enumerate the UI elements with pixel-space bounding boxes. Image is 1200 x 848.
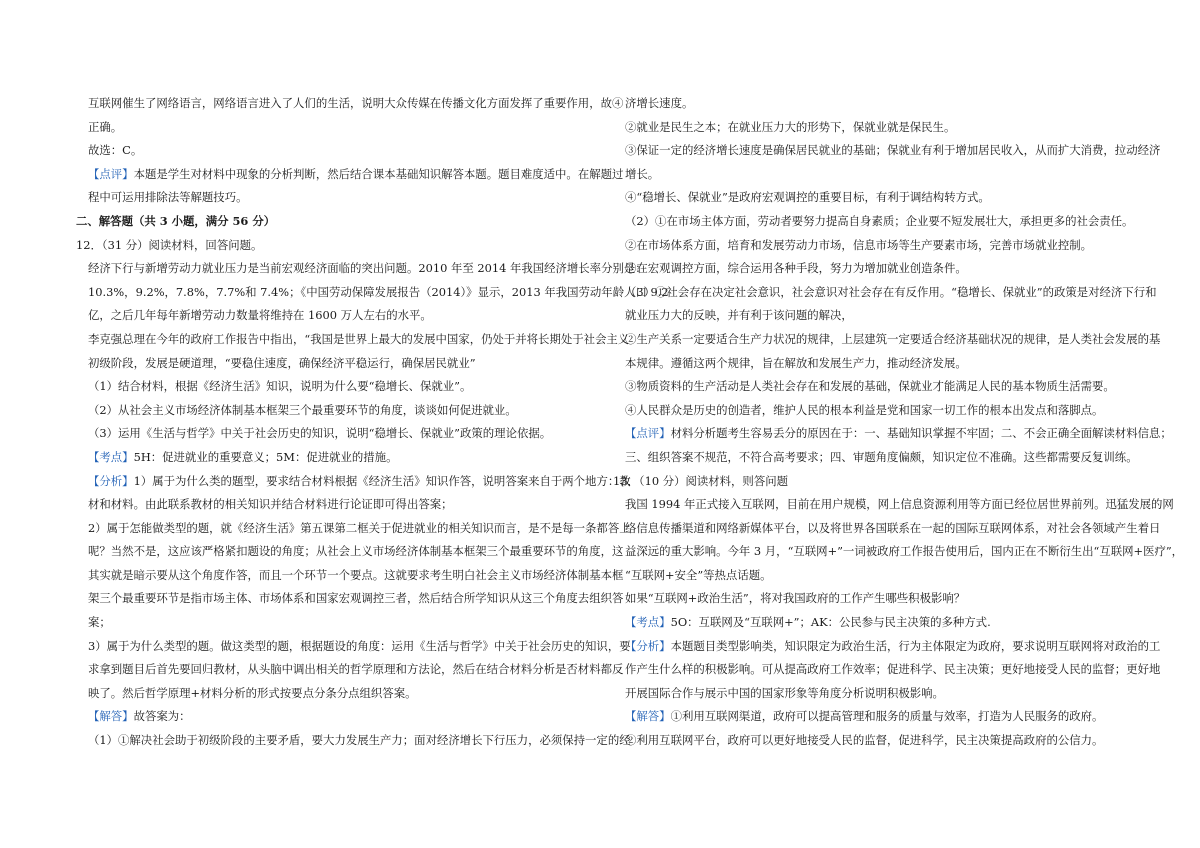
- text-line: [625, 257, 1150, 281]
- text-line: [88, 304, 613, 328]
- line-text: ③保证一定的经济增长速度是确保居民就业的基础；保就业有利于增加居民收入，从而扩大消费，拉动经济: [625, 143, 1161, 158]
- line-text: 二、解答题（共 3 小题，满分 56 分）: [76, 213, 276, 228]
- line-text: 12．（31 分）阅读材料，回答问题。: [76, 237, 263, 252]
- line-text: 作产生什么样的积极影响。可从提高政府工作效率；促进科学、民主决策；更好地接受人民的监督；更好地: [625, 662, 1161, 677]
- text-line: [625, 116, 1150, 140]
- line-text: 1）属于为什么类的题型，要求结合材料根据《经济生活》知识作答，说明答案来自于两个地方：教: [133, 473, 631, 488]
- text-line: [76, 234, 613, 258]
- text-line: [88, 281, 669, 305]
- text-line: [625, 493, 1174, 517]
- section-tag: 【解答】: [88, 709, 134, 724]
- text-line: [625, 682, 1150, 706]
- text-line: [625, 281, 1157, 305]
- text-line: [625, 304, 1150, 328]
- line-text: ②生产关系一定要适合生产力状况的规律，上层建筑一定要适合经济基础状况的规律，是人类社会发展的基: [625, 331, 1161, 346]
- line-text: （2）①在市场主体方面，劳动者要努力提高自身素质；企业要不短发展壮大，承担更多的社会责任。: [625, 213, 1134, 228]
- line-text: ③在宏观调控方面，综合运用各种手段，努力为增加就业创造条件。: [625, 261, 967, 276]
- text-line: [88, 422, 613, 446]
- line-text: ③物质资料的生产活动是人类社会存在和发展的基础，保就业才能满足人民的基本物质生活需要。: [625, 379, 1115, 394]
- section-tag: 【分析】: [625, 638, 671, 653]
- text-line: [88, 92, 624, 116]
- text-line: [625, 399, 1150, 423]
- section-tag: 【点评】: [88, 166, 134, 181]
- text-line: [88, 375, 613, 399]
- text-line: [625, 163, 1150, 187]
- line-text: 增长。: [625, 166, 660, 181]
- line-text: 三、组织答案不规范，不符合高考要求；四、审题角度偏颇，知识定位不准确。这些都需要反复训练。: [625, 449, 1138, 464]
- text-line: [88, 139, 613, 163]
- line-text: 就业压力大的反映，并有利于该问题的解决，: [625, 308, 853, 323]
- line-text: 程中可运用排除法等解题技巧。: [88, 190, 248, 205]
- line-text: 互联网催生了网络语言，网络语言进入了人们的生活，说明大众传媒在传播文化方面发挥了重要作用，故④: [88, 96, 624, 110]
- text-line: [88, 682, 613, 706]
- text-line: [88, 635, 631, 659]
- line-text: 李克强总理在今年的政府工作报告中指出，“我国是世界上最大的发展中国家，仍处于并将长期处于社会主义: [88, 331, 630, 346]
- text-line: [625, 139, 1161, 163]
- section-tag: 【分析】: [88, 473, 134, 488]
- text-line: [88, 540, 624, 564]
- line-text: 5O：互联网及“互联网+”；AK：公民参与民主决策的多种方式.: [670, 615, 991, 630]
- line-text: 3）属于为什么类型的题。做这类型的题，根据题设的角度：运用《生活与哲学》中关于社会历史的知识，要: [88, 638, 631, 653]
- line-text: ②就业是民生之本；在就业压力大的形势下，保就业就是保民生。: [625, 119, 956, 134]
- text-line: [625, 635, 1161, 659]
- line-text: ②在市场体系方面，培育和发展劳动力市场，信息市场等生产要素市场，完善市场就业控制。: [625, 237, 1093, 252]
- text-line: [625, 611, 1150, 635]
- line-text: 如果“互联网+政治生活”，将对我国政府的工作产生哪些积极影响？: [625, 591, 966, 606]
- line-text: （3）①社会存在决定社会意识，社会意识对社会存在有反作用。“稳增长、保就业”的政策是对经济下行和: [625, 284, 1157, 299]
- text-line: [88, 328, 630, 352]
- line-text: （1）①解决社会助于初级阶段的主要矛盾，要大力发展生产力；面对经济增长下行压力，必须保持一定的经: [88, 733, 631, 748]
- text-line: [625, 517, 1161, 541]
- text-line: [625, 328, 1161, 352]
- line-text: 开展国际合作与展示中国的国家形象等角度分析说明积极影响。: [625, 685, 944, 700]
- line-text: 故答案为：: [133, 709, 191, 724]
- text-line: [88, 186, 613, 210]
- line-text: 材料分析题考生容易丢分的原因在于：一、基础知识掌握不牢固；二、不会正确全面解读材料信息；: [670, 426, 1172, 441]
- text-line: [625, 375, 1150, 399]
- line-text: 济增长速度。: [625, 96, 694, 110]
- text-line: [88, 446, 613, 470]
- text-line: [88, 611, 613, 635]
- line-text: 10.3%，9.2%，7.8%，7.7%和 7.4%；《中国劳动保障发展报告（2014）》显示，2013 年我国劳动年龄人口 9.2: [88, 284, 669, 299]
- line-text: 络信息传播渠道和网络新媒体平台，以及将世界各国联系在一起的国际互联网体系，对社会各领域产生着日: [625, 520, 1161, 535]
- text-line: [88, 658, 624, 682]
- text-line: [625, 540, 1184, 564]
- text-line: [88, 564, 624, 588]
- section-tag: 【考点】: [625, 615, 671, 630]
- section-tag: 【考点】: [88, 449, 134, 464]
- text-line: [88, 729, 631, 753]
- line-text: “互联网+安全”等热点话题。: [625, 567, 772, 582]
- text-line: [88, 163, 624, 187]
- line-text: （3）运用《生活与哲学》中关于社会历史的知识，说明“稳增长、保就业”政策的理论依据。: [88, 426, 552, 441]
- text-line: [88, 116, 613, 140]
- text-line: [625, 352, 1150, 376]
- line-text: 材和材料。由此联系教材的相关知识并结合材料进行论证即可得出答案；: [88, 497, 453, 512]
- text-line: [625, 422, 1172, 446]
- line-text: 其实就是暗示要从这个角度作答，而且一个环节一个要点。这就要求考生明白社会主义市场经济体制基本框: [88, 567, 624, 582]
- text-line: [625, 658, 1161, 682]
- text-line: [88, 257, 647, 281]
- line-text: 我国 1994 年正式接入互联网，目前在用户规模，网上信息资源利用等方面已经位居世界前列。迅猛发展的网: [625, 497, 1174, 512]
- section-tag: 【点评】: [625, 426, 671, 441]
- text-line: [88, 705, 613, 729]
- text-line: [613, 470, 1150, 494]
- line-text: 正确。: [88, 119, 123, 134]
- line-text: 案；: [88, 615, 111, 630]
- line-text: 经济下行与新增劳动力就业压力是当前宏观经济面临的突出问题。2010 年至 2014 年我国经济增长率分别是：: [88, 261, 647, 276]
- text-line: [625, 705, 1150, 729]
- text-line: [625, 234, 1150, 258]
- text-line: [88, 352, 613, 376]
- line-text: 5H：促进就业的重要意义；5M：促进就业的措施。: [133, 449, 398, 464]
- line-text: ④人民群众是历史的创造者，维护人民的根本利益是党和国家一切工作的根本出发点和落脚点。: [625, 402, 1104, 417]
- line-text: 本题是学生对材料中现象的分析判断，然后结合课本基础知识解答本题。题目难度适中。在解题过: [133, 166, 624, 181]
- text-line: [88, 493, 613, 517]
- text-line: [76, 210, 613, 234]
- text-line: [625, 92, 1150, 116]
- line-text: 初级阶段，发展是硬道理，“要稳住速度，确保经济平稳运行，确保居民就业”: [88, 355, 476, 370]
- line-text: 故选：C。: [88, 143, 143, 158]
- line-text: 映了。然后哲学原理+材料分析的形式按要点分条分点组织答案。: [88, 685, 417, 700]
- text-line: [88, 517, 631, 541]
- line-text: 求拿到题目后首先要回归教材，从头脑中调出相关的哲学原理和方法论，然后在结合材料分析是否材料都反: [88, 662, 624, 677]
- line-text: 13．（10 分）阅读材料，则答问题: [613, 473, 788, 488]
- right-column: [613, 92, 1184, 753]
- text-line: [625, 210, 1150, 234]
- line-text: 本规律。遵循这两个规律，旨在解放和发展生产力，推动经济发展。: [625, 355, 967, 370]
- text-line: [88, 587, 624, 611]
- line-text: 益深远的重大影响。今年 3 月，“互联网+”一词被政府工作报告使用后，国内正在不断衍生出“互联网+医疗”，: [625, 544, 1184, 559]
- section-tag: 【解答】: [625, 709, 671, 724]
- text-line: [88, 399, 613, 423]
- line-text: ④“稳增长、保就业”是政府宏观调控的重要目标，有利于调结构转方式。: [625, 190, 990, 205]
- text-line: [625, 587, 1150, 611]
- line-text: （1）结合材料，根据《经济生活》知识，说明为什么要“稳增长、保就业”。: [88, 379, 472, 394]
- text-line: [625, 186, 1150, 210]
- text-line: [625, 564, 1150, 588]
- text-line: [625, 729, 1150, 753]
- line-text: ①利用互联网渠道，政府可以提高管理和服务的质量与效率，打造为人民服务的政府。: [670, 709, 1104, 724]
- line-text: 架三个最重要环节是指市场主体、市场体系和国家宏观调控三者，然后结合所学知识从这三个角度去组织答: [88, 591, 624, 606]
- line-text: 亿，之后几年每年新增劳动力数量将维持在 1600 万人左右的水平。: [88, 308, 432, 323]
- line-text: （2）从社会主义市场经济体制基本框架三个最重要环节的角度，谈谈如何促进就业。: [88, 402, 517, 417]
- text-line: [625, 446, 1150, 470]
- line-text: 2）属于怎能做类型的题，就《经济生活》第五课第二框关于促进就业的相关知识而言，是不是每一条都答上: [88, 520, 631, 535]
- text-line: [88, 470, 631, 494]
- line-text: 呢？当然不是，这应该严格紧扣题设的角度；从社会上义市场经济体制基本框架三个最重要环节的角度，这: [88, 544, 624, 559]
- line-text: ②利用互联网平台，政府可以更好地接受人民的监督，促进科学，民主决策提高政府的公信力。: [625, 733, 1104, 748]
- line-text: 本题题目类型影响类，知识限定为政治生活，行为主体限定为政府，要求说明互联网将对政治的工: [670, 638, 1161, 653]
